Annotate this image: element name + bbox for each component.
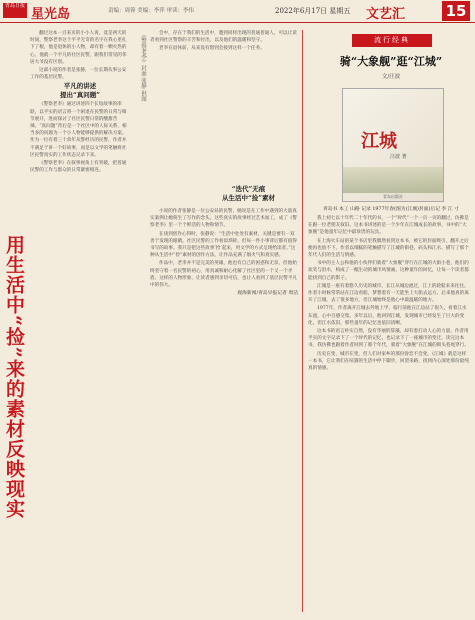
column-tag: 流行经典 bbox=[352, 34, 432, 47]
photo-caption: 青岛书 本工 山路 记录 1977年春(图为(江城)封面)后记 李 江 寸 bbox=[323, 207, 459, 212]
book-cover-image bbox=[342, 88, 444, 202]
left-column-1 bbox=[30, 30, 130, 610]
paragraph: 这部小说的作者是张静，一位长期从事公安工作的基层民警。 bbox=[30, 68, 127, 81]
paper-name: 星光岛 bbox=[31, 7, 71, 22]
paragraph: 江城是一座有着悠久历史的城市，长江从城边流过，江上的轮船来来往往。作者小时候常常站在江边看船，梦想着有一天能坐上大船去远方。后来他真的离开了江城，去了很多地方，但江城始终是他心中最温暖的地方。 bbox=[308, 283, 469, 304]
paragraph: 历史在变，城市在变，但人们对家乡的那份眷恋不会变。《江城》就是这样一本书，它让我们在喧嚣的生活中停下脚步，回望来路，找到内心深处那份最纯真的情感。 bbox=[308, 351, 469, 372]
paragraph: 作品中，老李并不是完美的英雄，他也有自己的困惑和无奈，但他始终坚守着一名民警的初心，用真诚和耐心化解了社区里的一个又一个矛盾。这样的人物形象，让读者感到亲切可信，也让人看到了基层民警平凡中的伟大。 bbox=[150, 261, 298, 289]
issue-date: 2022年6月17日 星期五 bbox=[275, 7, 351, 15]
cover-author: 汪波 著 bbox=[390, 154, 407, 160]
paragraph: 《警察老李》在叙事视角上有突破，把普通民警的工作与群众的日常紧密相连。 bbox=[30, 161, 127, 174]
right-article-body bbox=[308, 215, 470, 615]
left-column-2-bottom bbox=[150, 208, 298, 612]
paragraph: 书中的主人公和他的小伙伴们骑着“大象舰”穿行在江城的大街小巷，他们的欢笑与泪水，构成了一幅生动的城市风情画。这种童年的回忆，让每一个读者都能找到自己的影子。 bbox=[308, 261, 469, 281]
paragraph: 在谈到创作心得时，张静说：“生活中处处有素材，关键是要有一双善于发现的眼睛。社区民警的工作看似琐碎，但每一件小事背后都有值得书写的故事。我只是把这些故事‘捡’起来，用文学的方式呈现给读者。”这种从生活中“捡”素材的创作方法，让作品充满了烟火气和真实感。 bbox=[150, 231, 298, 259]
page-number: 15 bbox=[442, 1, 470, 21]
byline: 观海新闻/青岛早报记者 周洁 bbox=[237, 291, 298, 297]
subheading: 平凡的讲述 提出“真问题” bbox=[60, 82, 100, 100]
cover-title: 江城 bbox=[361, 131, 397, 152]
paragraph: 小说的作者张静是一位公安局的民警，她说是在工作中遇到的大量真实案例让她萌生了写作的念头。这些真实的故事经过艺术加工，成了《警察老李》里一个个鲜活的人物和情节。 bbox=[150, 209, 298, 229]
left-article-title: 用生活中“捡”来的素材反映现实 bbox=[3, 235, 25, 519]
paragraph: 《警察老李》通过讲述四个长短故事的串联，以平实的语言将一个闲退在民警的日常与细节展开，进而探讨了社区民警日常的酸甜苦辣。“真问题”背后是一个社区中的人际关系，相当多的问题为一个小人物能够提供的解决方案。作为一位有着三十余年从警经历的民警，作者并不满足于讲一个好故事，而是以文学的笔触将社区民警真实的工作状态记录下来。 bbox=[30, 102, 127, 158]
column-divider bbox=[302, 30, 303, 612]
paragraph: 这本书的语言朴实自然，没有华丽的辞藻，却有着打动人心的力量。作者用平实的文字记录下了一个时代的记忆，也记录下了一座城市的变迁。读完这本书，我仿佛也跟着作者回到了那个年代，骑着“大象舰”在江城的街头巷尾穿行。 bbox=[308, 329, 469, 349]
editor-credits: 责编：周蓉 美编：李萍 审读：李伟 bbox=[108, 8, 194, 14]
cover-landscape bbox=[343, 167, 443, 193]
paragraph: 翻过这本一百来页的小小人说，竟是两天的时间，警察老李这个平平无奇的名字在我心里扎下了根，他是退休的小人物，却有着一颗火热的心。他就一个平凡的社区民警，跟我们常见的邻居大爷没有区别。 bbox=[30, 31, 127, 65]
subheading-2: “迭代”无痕 从生活中“捡”素材 bbox=[222, 185, 275, 202]
book-photo-caption: 《警察老李》封面 张静 供图 bbox=[140, 32, 146, 102]
paragraph: 在上海火车站的某个书店里我偶然看到这本书，被它的封面吸引，翻开之后便再也放不下。作者以细腻的笔触描写了江城的街巷、码头和江水，描写了那个年代人们的生活与情感。 bbox=[308, 238, 469, 259]
masthead bbox=[0, 0, 475, 23]
paragraph: 我上初七以十年代二十年代的书，一个“时代”一个一页一页的翻过，仿佛是在跟一位老朋友叙旧。这本书讲述的是一个少年在江城成长的故事，书中的“大象舰”是他童年记忆中最珍贵的玩具。 bbox=[308, 216, 469, 236]
section-name: 文艺汇 bbox=[366, 7, 406, 22]
paragraph: 1977年，作者离开江城去外地上学，临行前他在江边站了很久，看着江水东流，心中百感交集。多年以后，他回到江城，发现城市已经发生了巨大的变化，但江水依旧，那些童年的记忆也依旧清晰。 bbox=[308, 306, 467, 326]
left-column-2-top bbox=[150, 30, 298, 182]
right-article-title: 骑“大象舰”逛“江城” bbox=[339, 55, 443, 68]
paragraph: 老李在退休前，从来没有想到会接到这样一个任务。 bbox=[159, 46, 265, 52]
cover-publisher: 青岛出版社 bbox=[383, 194, 403, 199]
paragraph: 会中，存在于我们的生活中，邀到同样出现的普通普通人，可以让读者看到社区警察的辛苦和付出，以及他们的温暖和坚守。 bbox=[150, 31, 297, 44]
newspaper-logo: 青岛日报 bbox=[3, 3, 27, 18]
author: 文/汪波 bbox=[381, 74, 401, 80]
